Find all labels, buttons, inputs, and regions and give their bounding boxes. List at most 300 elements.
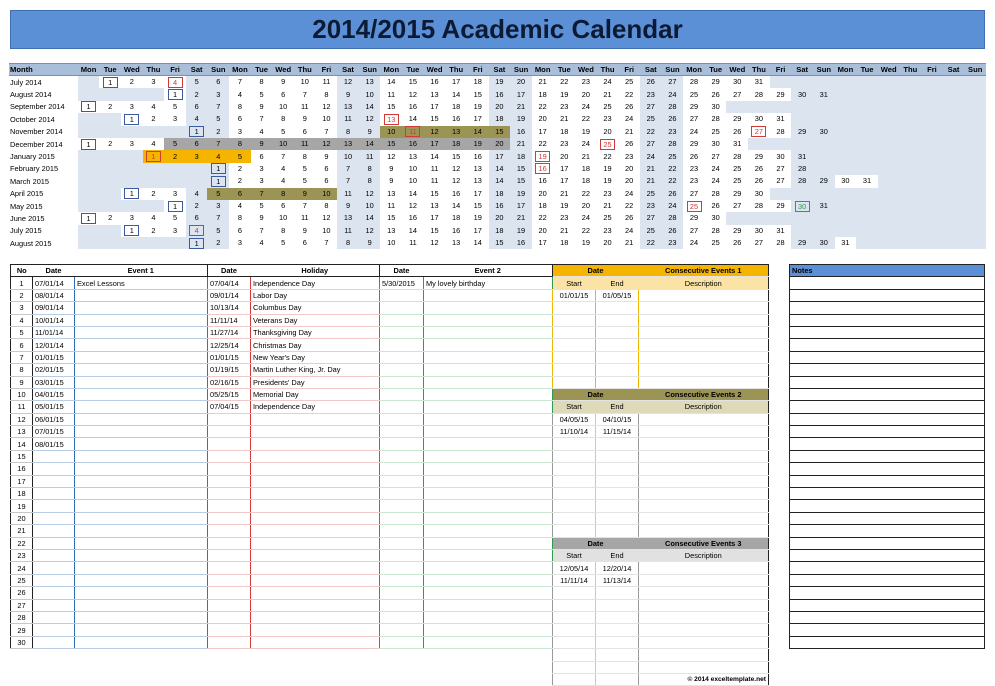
holiday-name-cell[interactable]: Columbus Day — [251, 302, 380, 314]
day-cell[interactable] — [856, 175, 878, 187]
event2-name-cell[interactable] — [424, 475, 553, 487]
day-cell[interactable] — [770, 88, 792, 100]
day-cell[interactable] — [770, 175, 792, 187]
event2-name-cell[interactable] — [424, 624, 553, 636]
day-cell[interactable] — [272, 163, 294, 175]
event1-date-cell[interactable] — [33, 537, 75, 549]
day-cell[interactable] — [683, 237, 705, 249]
notes-line[interactable] — [790, 277, 985, 289]
day-cell[interactable] — [553, 150, 575, 162]
day-cell[interactable] — [207, 163, 229, 175]
day-cell[interactable] — [251, 88, 273, 100]
notes-line[interactable] — [790, 549, 985, 561]
day-cell[interactable] — [510, 101, 532, 113]
holiday-name-cell[interactable] — [251, 537, 380, 549]
event1-date-cell[interactable] — [33, 450, 75, 462]
end-date-cell[interactable] — [596, 488, 639, 500]
day-cell[interactable] — [532, 76, 554, 89]
day-cell[interactable] — [272, 138, 294, 150]
holiday-name-cell[interactable]: Independence Day — [251, 401, 380, 413]
event1-name-cell[interactable] — [75, 289, 208, 301]
event2-name-cell[interactable] — [424, 413, 553, 425]
day-cell[interactable] — [575, 138, 597, 150]
end-date-cell[interactable] — [596, 463, 639, 475]
day-cell[interactable] — [424, 237, 446, 249]
notes-line[interactable] — [790, 488, 985, 500]
event1-date-cell[interactable] — [33, 463, 75, 475]
notes-line[interactable] — [790, 289, 985, 301]
day-cell[interactable] — [662, 163, 684, 175]
day-cell[interactable] — [467, 175, 489, 187]
day-cell[interactable] — [359, 163, 381, 175]
event2-name-cell[interactable] — [424, 611, 553, 623]
day-cell[interactable] — [597, 175, 619, 187]
day-cell[interactable] — [337, 126, 359, 138]
event2-name-cell[interactable] — [424, 562, 553, 574]
day-cell[interactable] — [251, 138, 273, 150]
holiday-date-cell[interactable] — [208, 624, 251, 636]
day-cell[interactable] — [532, 237, 554, 249]
day-cell[interactable] — [748, 225, 770, 237]
day-cell[interactable] — [489, 76, 511, 89]
event1-date-cell[interactable]: 08/01/15 — [33, 438, 75, 450]
description-cell[interactable] — [639, 500, 769, 512]
day-cell[interactable] — [683, 126, 705, 138]
day-cell[interactable] — [402, 101, 424, 113]
day-cell[interactable] — [251, 188, 273, 200]
day-cell[interactable] — [229, 212, 251, 224]
holiday-name-cell[interactable] — [251, 426, 380, 438]
day-cell[interactable] — [510, 150, 532, 162]
event1-name-cell[interactable] — [75, 475, 208, 487]
event1-date-cell[interactable]: 04/01/15 — [33, 388, 75, 400]
description-cell[interactable] — [639, 413, 769, 425]
holiday-date-cell[interactable] — [208, 599, 251, 611]
event1-name-cell[interactable] — [75, 549, 208, 561]
day-cell[interactable] — [662, 138, 684, 150]
day-cell[interactable] — [424, 163, 446, 175]
day-cell[interactable] — [640, 138, 662, 150]
day-cell[interactable] — [207, 150, 229, 162]
day-cell[interactable] — [510, 113, 532, 125]
day-cell[interactable] — [402, 76, 424, 89]
day-cell[interactable] — [813, 126, 835, 138]
event2-date-cell[interactable] — [380, 525, 424, 537]
event2-date-cell[interactable] — [380, 488, 424, 500]
day-cell[interactable] — [597, 88, 619, 100]
day-cell[interactable] — [553, 212, 575, 224]
day-cell[interactable] — [121, 225, 143, 237]
day-cell[interactable] — [532, 138, 554, 150]
day-cell[interactable] — [359, 188, 381, 200]
notes-line[interactable] — [790, 376, 985, 388]
day-cell[interactable] — [229, 237, 251, 249]
day-cell[interactable] — [229, 126, 251, 138]
holiday-name-cell[interactable]: Veterans Day — [251, 314, 380, 326]
day-cell[interactable] — [337, 113, 359, 125]
day-cell[interactable] — [272, 175, 294, 187]
day-cell[interactable] — [99, 76, 121, 89]
event2-name-cell[interactable] — [424, 289, 553, 301]
day-cell[interactable] — [294, 126, 316, 138]
day-cell[interactable] — [402, 138, 424, 150]
event1-name-cell[interactable]: Excel Lessons — [75, 277, 208, 289]
day-cell[interactable] — [164, 88, 186, 100]
day-cell[interactable] — [121, 188, 143, 200]
event1-name-cell[interactable] — [75, 388, 208, 400]
event1-date-cell[interactable]: 01/01/15 — [33, 351, 75, 363]
end-date-cell[interactable]: 01/05/15 — [596, 289, 639, 301]
notes-line[interactable] — [790, 463, 985, 475]
day-cell[interactable] — [705, 101, 727, 113]
day-cell[interactable] — [748, 126, 770, 138]
day-cell[interactable] — [380, 76, 402, 89]
day-cell[interactable] — [294, 188, 316, 200]
description-cell[interactable] — [639, 512, 769, 524]
day-cell[interactable] — [813, 200, 835, 212]
end-date-cell[interactable] — [596, 673, 639, 685]
day-cell[interactable] — [726, 126, 748, 138]
day-cell[interactable] — [143, 138, 165, 150]
day-cell[interactable] — [770, 237, 792, 249]
end-date-cell[interactable] — [596, 500, 639, 512]
day-cell[interactable] — [445, 88, 467, 100]
day-cell[interactable] — [683, 163, 705, 175]
day-cell[interactable] — [662, 237, 684, 249]
day-cell[interactable] — [553, 200, 575, 212]
holiday-date-cell[interactable]: 11/27/14 — [208, 326, 251, 338]
event1-name-cell[interactable] — [75, 624, 208, 636]
day-cell[interactable] — [186, 237, 208, 249]
end-date-cell[interactable] — [596, 314, 639, 326]
event2-name-cell[interactable] — [424, 326, 553, 338]
end-date-cell[interactable]: 11/15/14 — [596, 426, 639, 438]
day-cell[interactable] — [402, 88, 424, 100]
day-cell[interactable] — [272, 126, 294, 138]
event2-name-cell[interactable] — [424, 401, 553, 413]
holiday-name-cell[interactable] — [251, 562, 380, 574]
day-cell[interactable] — [467, 225, 489, 237]
day-cell[interactable] — [207, 88, 229, 100]
day-cell[interactable] — [662, 76, 684, 89]
day-cell[interactable] — [489, 225, 511, 237]
start-date-cell[interactable]: 11/10/14 — [553, 426, 596, 438]
holiday-name-cell[interactable]: Thanksgiving Day — [251, 326, 380, 338]
start-date-cell[interactable] — [553, 351, 596, 363]
end-date-cell[interactable]: 12/20/14 — [596, 562, 639, 574]
day-cell[interactable] — [683, 225, 705, 237]
day-cell[interactable] — [683, 200, 705, 212]
day-cell[interactable] — [380, 225, 402, 237]
day-cell[interactable] — [424, 175, 446, 187]
holiday-date-cell[interactable] — [208, 549, 251, 561]
event2-date-cell[interactable] — [380, 636, 424, 648]
holiday-name-cell[interactable] — [251, 475, 380, 487]
notes-line[interactable] — [790, 512, 985, 524]
holiday-date-cell[interactable]: 02/16/15 — [208, 376, 251, 388]
event2-date-cell[interactable] — [380, 549, 424, 561]
event1-name-cell[interactable] — [75, 463, 208, 475]
description-cell[interactable] — [639, 450, 769, 462]
event2-date-cell[interactable] — [380, 599, 424, 611]
day-cell[interactable] — [229, 76, 251, 89]
notes-line[interactable] — [790, 401, 985, 413]
day-cell[interactable] — [251, 225, 273, 237]
notes-line[interactable] — [790, 574, 985, 586]
day-cell[interactable] — [294, 237, 316, 249]
holiday-date-cell[interactable] — [208, 450, 251, 462]
day-cell[interactable] — [705, 175, 727, 187]
day-cell[interactable] — [316, 225, 338, 237]
day-cell[interactable] — [229, 150, 251, 162]
event2-name-cell[interactable] — [424, 500, 553, 512]
day-cell[interactable] — [445, 225, 467, 237]
day-cell[interactable] — [316, 76, 338, 89]
day-cell[interactable] — [553, 101, 575, 113]
day-cell[interactable] — [597, 225, 619, 237]
event2-date-cell[interactable] — [380, 413, 424, 425]
day-cell[interactable] — [705, 113, 727, 125]
end-date-cell[interactable] — [596, 475, 639, 487]
day-cell[interactable] — [770, 150, 792, 162]
day-cell[interactable] — [294, 113, 316, 125]
holiday-date-cell[interactable] — [208, 463, 251, 475]
holiday-date-cell[interactable]: 12/25/14 — [208, 339, 251, 351]
day-cell[interactable] — [402, 188, 424, 200]
holiday-date-cell[interactable]: 09/01/14 — [208, 289, 251, 301]
end-date-cell[interactable] — [596, 364, 639, 376]
day-cell[interactable] — [445, 113, 467, 125]
day-cell[interactable] — [445, 150, 467, 162]
day-cell[interactable] — [532, 225, 554, 237]
day-cell[interactable] — [748, 150, 770, 162]
day-cell[interactable] — [380, 138, 402, 150]
day-cell[interactable] — [597, 150, 619, 162]
start-date-cell[interactable] — [553, 364, 596, 376]
day-cell[interactable] — [424, 212, 446, 224]
description-cell[interactable] — [639, 649, 769, 661]
end-date-cell[interactable] — [596, 599, 639, 611]
day-cell[interactable] — [121, 101, 143, 113]
day-cell[interactable] — [251, 101, 273, 113]
description-cell[interactable] — [639, 562, 769, 574]
event2-name-cell[interactable] — [424, 463, 553, 475]
day-cell[interactable] — [597, 200, 619, 212]
description-cell[interactable] — [639, 661, 769, 673]
day-cell[interactable] — [575, 101, 597, 113]
event2-name-cell[interactable]: My lovely birthday — [424, 277, 553, 289]
day-cell[interactable] — [705, 212, 727, 224]
event1-name-cell[interactable] — [75, 438, 208, 450]
day-cell[interactable] — [489, 113, 511, 125]
day-cell[interactable] — [726, 237, 748, 249]
end-date-cell[interactable] — [596, 351, 639, 363]
day-cell[interactable] — [229, 138, 251, 150]
event2-date-cell[interactable] — [380, 587, 424, 599]
start-date-cell[interactable] — [553, 673, 596, 685]
day-cell[interactable] — [748, 113, 770, 125]
day-cell[interactable] — [640, 126, 662, 138]
event1-name-cell[interactable] — [75, 314, 208, 326]
day-cell[interactable] — [575, 113, 597, 125]
event2-name-cell[interactable] — [424, 587, 553, 599]
day-cell[interactable] — [316, 163, 338, 175]
start-date-cell[interactable] — [553, 450, 596, 462]
end-date-cell[interactable] — [596, 661, 639, 673]
day-cell[interactable] — [640, 200, 662, 212]
event1-date-cell[interactable] — [33, 500, 75, 512]
day-cell[interactable] — [553, 88, 575, 100]
day-cell[interactable] — [380, 88, 402, 100]
day-cell[interactable] — [337, 237, 359, 249]
day-cell[interactable] — [662, 126, 684, 138]
day-cell[interactable] — [597, 212, 619, 224]
day-cell[interactable] — [489, 126, 511, 138]
day-cell[interactable] — [726, 150, 748, 162]
day-cell[interactable] — [316, 175, 338, 187]
notes-line[interactable] — [790, 413, 985, 425]
day-cell[interactable] — [705, 88, 727, 100]
day-cell[interactable] — [229, 188, 251, 200]
day-cell[interactable] — [489, 175, 511, 187]
holiday-date-cell[interactable] — [208, 488, 251, 500]
description-cell[interactable] — [639, 426, 769, 438]
event2-name-cell[interactable] — [424, 388, 553, 400]
start-date-cell[interactable]: 04/05/15 — [553, 413, 596, 425]
day-cell[interactable] — [726, 88, 748, 100]
event1-name-cell[interactable] — [75, 376, 208, 388]
event1-name-cell[interactable] — [75, 488, 208, 500]
description-cell[interactable] — [639, 611, 769, 623]
day-cell[interactable] — [229, 225, 251, 237]
day-cell[interactable] — [532, 175, 554, 187]
end-date-cell[interactable]: 04/10/15 — [596, 413, 639, 425]
event2-name-cell[interactable] — [424, 450, 553, 462]
day-cell[interactable] — [359, 200, 381, 212]
day-cell[interactable] — [683, 88, 705, 100]
day-cell[interactable] — [380, 200, 402, 212]
day-cell[interactable] — [510, 76, 532, 89]
notes-line[interactable] — [790, 587, 985, 599]
event1-name-cell[interactable] — [75, 401, 208, 413]
event2-date-cell[interactable]: 5/30/2015 — [380, 277, 424, 289]
day-cell[interactable] — [662, 188, 684, 200]
day-cell[interactable] — [359, 150, 381, 162]
event2-name-cell[interactable] — [424, 574, 553, 586]
event1-name-cell[interactable] — [75, 525, 208, 537]
day-cell[interactable] — [424, 101, 446, 113]
day-cell[interactable] — [380, 237, 402, 249]
day-cell[interactable] — [532, 200, 554, 212]
day-cell[interactable] — [207, 113, 229, 125]
event2-name-cell[interactable] — [424, 636, 553, 648]
day-cell[interactable] — [445, 212, 467, 224]
start-date-cell[interactable] — [553, 599, 596, 611]
end-date-cell[interactable] — [596, 302, 639, 314]
holiday-date-cell[interactable] — [208, 636, 251, 648]
event1-name-cell[interactable] — [75, 599, 208, 611]
notes-line[interactable] — [790, 314, 985, 326]
day-cell[interactable] — [467, 150, 489, 162]
notes-line[interactable] — [790, 525, 985, 537]
day-cell[interactable] — [813, 88, 835, 100]
holiday-date-cell[interactable]: 07/04/15 — [208, 401, 251, 413]
event1-name-cell[interactable] — [75, 426, 208, 438]
event1-date-cell[interactable]: 07/01/14 — [33, 277, 75, 289]
notes-line[interactable] — [790, 611, 985, 623]
event2-date-cell[interactable] — [380, 611, 424, 623]
event1-date-cell[interactable]: 10/01/14 — [33, 314, 75, 326]
day-cell[interactable] — [813, 175, 835, 187]
day-cell[interactable] — [662, 88, 684, 100]
day-cell[interactable] — [186, 88, 208, 100]
day-cell[interactable] — [489, 101, 511, 113]
day-cell[interactable] — [143, 113, 165, 125]
day-cell[interactable] — [424, 188, 446, 200]
day-cell[interactable] — [532, 126, 554, 138]
day-cell[interactable] — [618, 188, 640, 200]
day-cell[interactable] — [251, 113, 273, 125]
event2-date-cell[interactable] — [380, 438, 424, 450]
notes-line[interactable] — [790, 537, 985, 549]
start-date-cell[interactable] — [553, 438, 596, 450]
day-cell[interactable] — [251, 163, 273, 175]
day-cell[interactable] — [532, 163, 554, 175]
holiday-name-cell[interactable] — [251, 525, 380, 537]
day-cell[interactable] — [164, 188, 186, 200]
holiday-name-cell[interactable]: Labor Day — [251, 289, 380, 301]
day-cell[interactable] — [726, 113, 748, 125]
holiday-name-cell[interactable] — [251, 438, 380, 450]
event1-date-cell[interactable] — [33, 574, 75, 586]
day-cell[interactable] — [683, 101, 705, 113]
holiday-name-cell[interactable]: Independence Day — [251, 277, 380, 289]
day-cell[interactable] — [402, 200, 424, 212]
day-cell[interactable] — [316, 188, 338, 200]
day-cell[interactable] — [251, 150, 273, 162]
day-cell[interactable] — [489, 138, 511, 150]
notes-line[interactable] — [790, 339, 985, 351]
holiday-name-cell[interactable] — [251, 624, 380, 636]
day-cell[interactable] — [575, 200, 597, 212]
description-cell[interactable] — [639, 475, 769, 487]
event2-date-cell[interactable] — [380, 401, 424, 413]
day-cell[interactable] — [337, 76, 359, 89]
event1-date-cell[interactable] — [33, 611, 75, 623]
event1-date-cell[interactable] — [33, 562, 75, 574]
day-cell[interactable] — [186, 150, 208, 162]
holiday-date-cell[interactable] — [208, 525, 251, 537]
day-cell[interactable] — [251, 237, 273, 249]
day-cell[interactable] — [229, 113, 251, 125]
day-cell[interactable] — [748, 163, 770, 175]
day-cell[interactable] — [380, 163, 402, 175]
day-cell[interactable] — [748, 188, 770, 200]
day-cell[interactable] — [510, 212, 532, 224]
description-cell[interactable] — [639, 351, 769, 363]
day-cell[interactable] — [402, 150, 424, 162]
day-cell[interactable] — [662, 113, 684, 125]
day-cell[interactable] — [618, 163, 640, 175]
day-cell[interactable] — [294, 200, 316, 212]
description-cell[interactable] — [639, 438, 769, 450]
day-cell[interactable] — [467, 212, 489, 224]
day-cell[interactable] — [662, 225, 684, 237]
event2-name-cell[interactable] — [424, 525, 553, 537]
day-cell[interactable] — [78, 138, 100, 150]
holiday-name-cell[interactable]: New Year's Day — [251, 351, 380, 363]
day-cell[interactable] — [445, 163, 467, 175]
